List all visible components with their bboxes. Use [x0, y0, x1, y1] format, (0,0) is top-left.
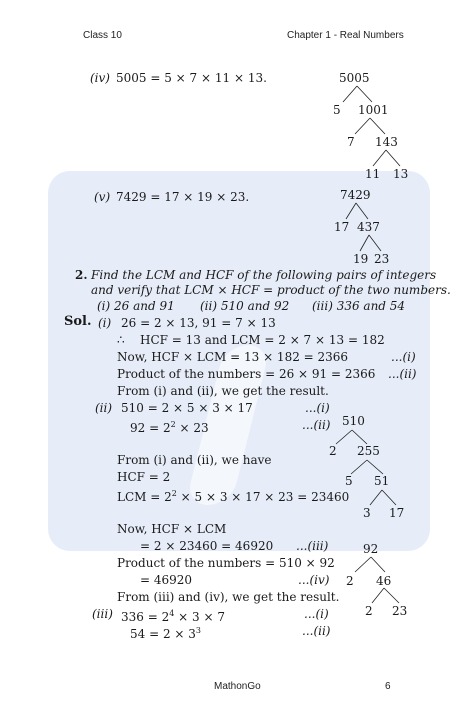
question-number: 2.	[75, 268, 88, 282]
tree-node: 5	[345, 474, 353, 488]
question-option-2: (ii) 510 and 92	[200, 299, 290, 313]
v-label: (v)	[94, 190, 111, 204]
sol-ii-from: From (i) and (ii), we have	[117, 453, 272, 467]
tree-node: 2	[365, 604, 373, 618]
sol-ii-now-ref: ...(iii)	[296, 539, 329, 553]
sol-i-result: From (i) and (ii), we get the result.	[117, 384, 329, 398]
tree-node: 1001	[358, 103, 389, 117]
tree-node: 2	[329, 444, 337, 458]
tree-node: 46	[376, 574, 392, 588]
sol-iii-336: $336 = 2^4 \times 3 \times 7$	[121, 609, 225, 624]
factor-tree-92	[346, 542, 407, 618]
sol-ii-result: From (iii) and (iv), we get the result.	[117, 590, 340, 604]
tree-node: 17	[389, 506, 405, 520]
tree-node: 2	[346, 574, 354, 588]
sol-ii-lcm: LCM = $2^2 \times 5 \times 3 \times 17 \times 23 = 23460$	[117, 489, 350, 504]
sol-iii-54-ref: ...(ii)	[302, 624, 331, 638]
sol-i-now: Now, HCF × LCM = 13 × 182 = 2366	[117, 350, 349, 364]
iv-equation: 5005 = 5 × 7 × 11 × 13.	[116, 71, 267, 85]
sol-i-now-ref: ...(i)	[391, 350, 416, 364]
sol-ii-product: Product of the numbers = 510 × 92	[117, 556, 335, 570]
sol-ii-product-eq: = 46920	[140, 573, 193, 587]
sol-ii-label: (ii)	[95, 401, 113, 415]
header-chapter: Chapter 1 - Real Numbers	[287, 30, 404, 41]
sol-iii-label: (iii)	[92, 607, 113, 621]
question-option-1: (i) 26 and 91	[97, 299, 175, 313]
factor-tree-7429	[334, 188, 389, 266]
tree-node: 51	[374, 474, 390, 488]
sol-ii-hcf: HCF = 2	[117, 470, 171, 484]
therefore-symbol: ∴	[117, 333, 125, 347]
sol-ii-92-ref: ...(ii)	[302, 418, 331, 432]
sol-i-label: (i)	[98, 316, 112, 330]
tree-node: 5	[333, 103, 341, 117]
tree-node: 3	[363, 506, 371, 520]
question-line-1: Find the LCM and HCF of the following pairs of integers	[91, 268, 437, 282]
tree-node: 13	[393, 167, 409, 181]
page-number: 6	[385, 681, 391, 692]
tree-node: 7	[347, 135, 355, 149]
factor-tree-5005	[333, 71, 408, 181]
sol-ii-510-ref: ...(i)	[305, 401, 330, 415]
sol-iii-336-ref: ...(i)	[304, 607, 329, 621]
tree-node: 437	[357, 220, 380, 234]
question-line-2: and verify that LCM × HCF = product of the two numbers.	[91, 283, 451, 297]
solution-label: Sol.	[64, 314, 92, 329]
tree-node: 23	[374, 252, 390, 266]
sol-i-hcf-lcm: HCF = 13 and LCM = 2 × 7 × 13 = 182	[140, 333, 385, 347]
sol-i-equation: 26 = 2 × 13, 91 = 7 × 13	[121, 316, 276, 330]
sol-i-product: Product of the numbers = 26 × 91 = 2366	[117, 367, 376, 381]
sol-ii-92: $92 = 2^2 \times 23$	[130, 420, 209, 435]
sol-ii-now: Now, HCF × LCM	[117, 522, 227, 536]
tree-node: 11	[365, 167, 381, 181]
factor-tree-510	[329, 414, 404, 520]
iv-label: (iv)	[90, 71, 110, 85]
sol-ii-now-eq: = 2 × 23460 = 46920	[140, 539, 274, 553]
footer-brand: MathonGo	[214, 681, 261, 692]
tree-node: 23	[392, 604, 408, 618]
tree-node: 17	[334, 220, 350, 234]
header-class: Class 10	[83, 30, 122, 41]
sol-ii-510: 510 = 2 × 5 × 3 × 17	[121, 401, 253, 415]
v-equation: 7429 = 17 × 19 × 23.	[116, 190, 250, 204]
tree-node: 7429	[340, 188, 371, 202]
question-option-3: (iii) 336 and 54	[312, 299, 406, 313]
sol-iii-54: $54 = 2 \times 3^3$	[130, 626, 201, 641]
sol-i-product-ref: ...(ii)	[388, 367, 417, 381]
tree-node: 92	[363, 542, 379, 556]
sol-ii-product-ref: ...(iv)	[298, 573, 330, 587]
tree-node: 510	[342, 414, 365, 428]
tree-node: 19	[353, 252, 369, 266]
tree-node: 143	[375, 135, 398, 149]
tree-node: 255	[357, 444, 380, 458]
tree-node: 5005	[339, 71, 370, 85]
